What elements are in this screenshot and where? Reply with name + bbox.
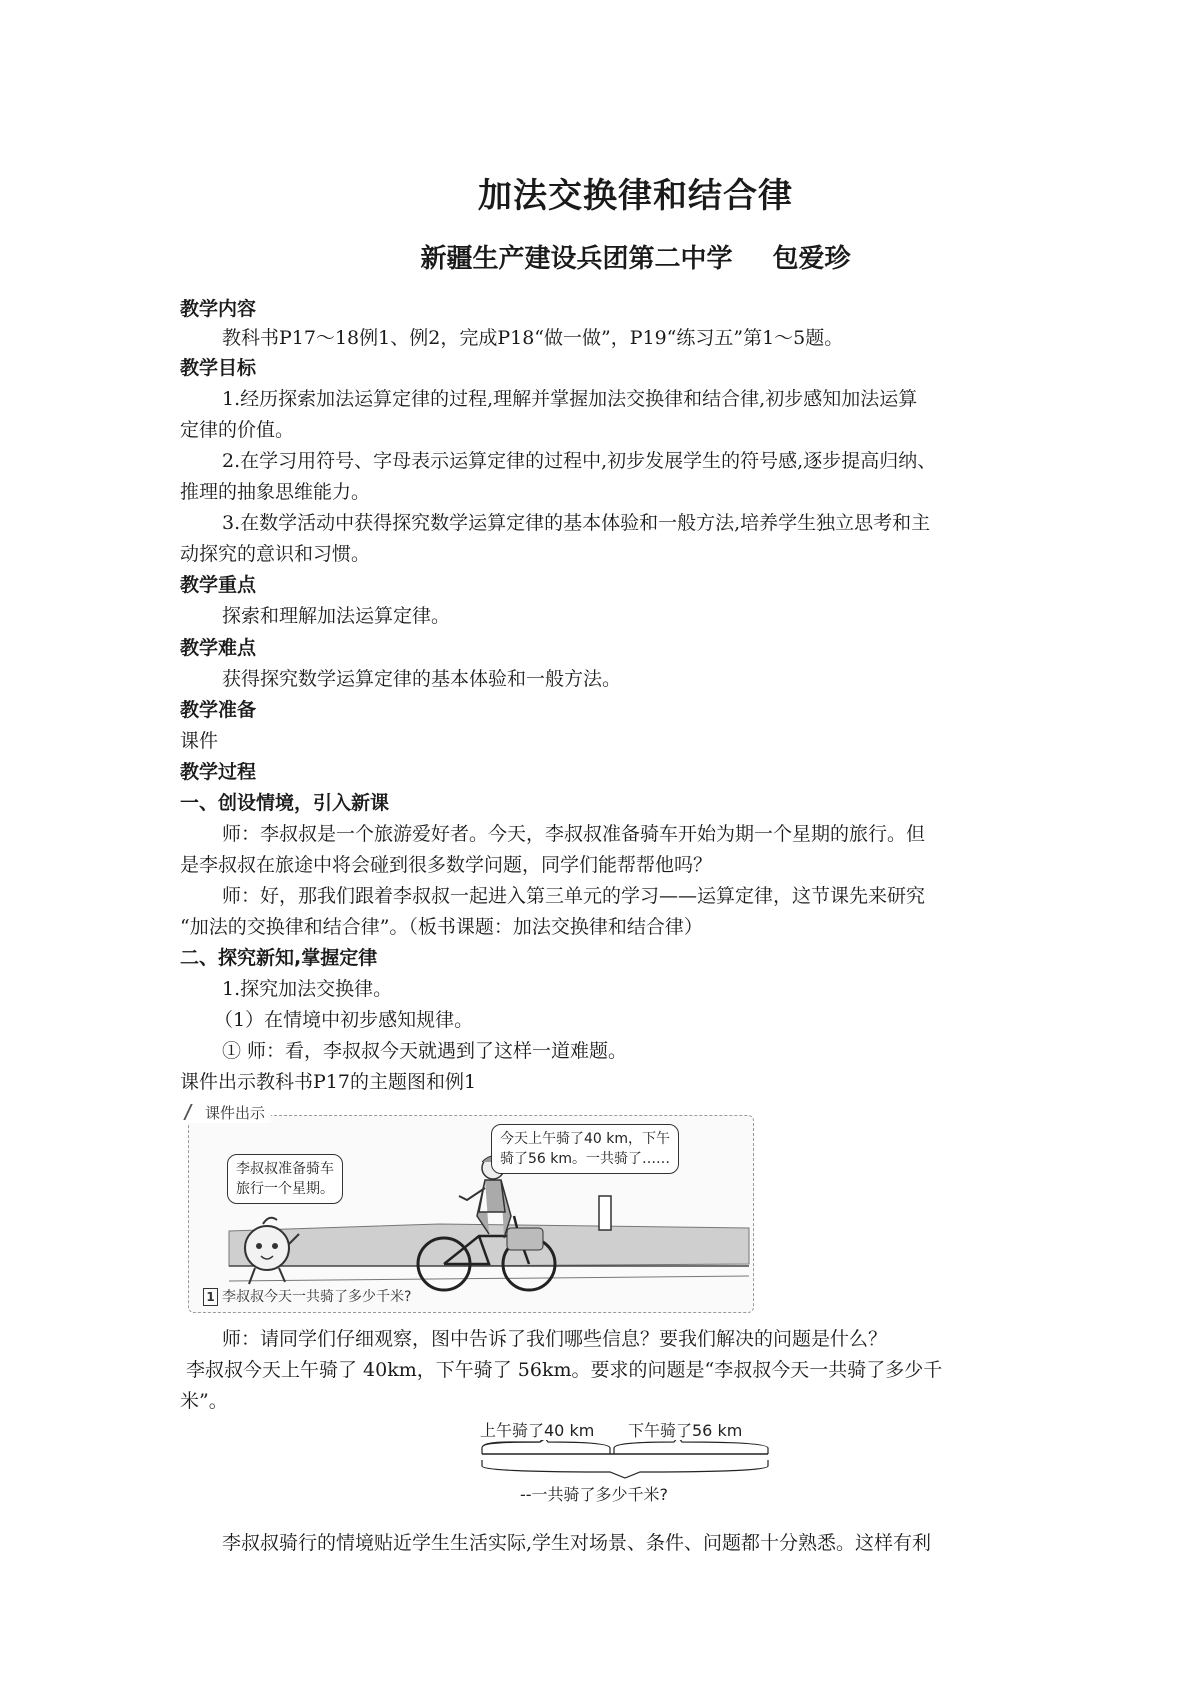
road-post	[599, 1196, 611, 1230]
closing-text: 李叔叔骑行的情境贴近学生生活实际,学生对场景、条件、问题都十分熟悉。这样有利	[222, 1532, 932, 1554]
key-text: 探索和理解加法运算定律。	[222, 605, 451, 627]
heading-part1: 一、创设情境，引入新课	[180, 792, 390, 814]
segment-morning-label: 上午骑了40 km	[480, 1421, 595, 1440]
courseware-tab: 课件出示	[185, 1102, 271, 1123]
goal2-line1: 2.在学习用符号、字母表示运算定律的过程中,初步发展学生的符号感,逐步提高归纳、	[222, 450, 937, 472]
content-text: 教科书P17～18例1、例2，完成P18“做一做”，P19“练习五”第1～5题。	[222, 327, 844, 349]
mascot-body	[245, 1226, 289, 1270]
step1-1-a: ① 师：看，李叔叔今天就遇到了这样一道难题。	[222, 1040, 628, 1062]
mascot-eye-left	[256, 1243, 262, 1249]
heading-prep: 教学准备	[180, 699, 257, 721]
bike-bag	[507, 1228, 543, 1250]
heading-key: 教学重点	[180, 574, 257, 596]
courseware-note: 课件出示教科书P17的主题图和例1	[180, 1071, 477, 1093]
ground-line	[229, 1276, 749, 1281]
prep-text: 课件	[180, 730, 219, 752]
para2-line2: “加法的交换律和结合律”。（板书课题：加法交换律和结合律）	[180, 916, 703, 938]
segment-diagram	[480, 1418, 770, 1518]
heading-goals: 教学目标	[180, 357, 257, 379]
segment-total-label: --一共骑了多少千米?	[520, 1485, 669, 1504]
example-question	[203, 1286, 411, 1306]
speech-bubble-right: 今天上午骑了40 km，下午 骑了56 km。一共骑了……	[491, 1124, 679, 1174]
page-title: 加法交换律和结合律	[478, 176, 793, 216]
heading-content: 教学内容	[180, 298, 257, 320]
brace-total	[482, 1460, 768, 1478]
speech-bubble-left: 李叔叔准备骑车 旅行一个星期。	[227, 1154, 343, 1204]
goal3-line1: 3.在数学活动中获得探究数学运算定律的基本体验和一般方法,培养学生独立思考和主	[222, 512, 931, 534]
step1-1: （1）在情境中初步感知规律。	[214, 1009, 474, 1031]
answer-line1: 李叔叔今天上午骑了 40km，下午骑了 56km。要求的问题是“李叔叔今天一共骑了多少千	[186, 1359, 943, 1381]
para1-line1: 师：李叔叔是一个旅游爱好者。今天，李叔叔准备骑车开始为期一个星期的旅行。但	[222, 823, 926, 845]
theme-illustration	[188, 1104, 754, 1313]
question-text: 李叔叔今天一共骑了多少千米?	[222, 1289, 412, 1305]
question-number: 1	[203, 1288, 218, 1306]
para1-line2: 是李叔叔在旅途中将会碰到很多数学问题，同学们能帮帮他吗？	[180, 854, 713, 876]
author-line	[0, 238, 1191, 275]
goal1-line1: 1.经历探索加法运算定律的过程,理解并掌握加法交换律和结合律,初步感知加法运算	[222, 388, 918, 410]
step1: 1.探究加法交换律。	[222, 978, 393, 1000]
heading-process: 教学过程	[180, 761, 257, 783]
question-prompt: 师：请同学们仔细观察，图中告诉了我们哪些信息？要我们解决的问题是什么？	[222, 1328, 888, 1350]
author-name: 包爱珍	[772, 244, 851, 274]
mascot-leaf	[263, 1218, 277, 1224]
brace-afternoon	[614, 1440, 768, 1454]
goal1-line2: 定律的价值。	[180, 419, 295, 441]
heading-difficulty: 教学难点	[180, 637, 257, 659]
goal3-line2: 动探究的意识和习惯。	[180, 543, 371, 565]
answer-line2: 米”。	[180, 1390, 228, 1412]
para2-line1: 师：好，那我们跟着李叔叔一起进入第三单元的学习——运算定律，这节课先来研究	[222, 885, 926, 907]
segment-afternoon-label: 下午骑了56 km	[628, 1421, 743, 1440]
difficulty-text: 获得探究数学运算定律的基本体验和一般方法。	[222, 668, 622, 690]
heading-part2: 二、探究新知,掌握定律	[180, 947, 378, 969]
goal2-line2: 推理的抽象思维能力。	[180, 481, 371, 503]
road-wall	[229, 1224, 749, 1266]
mascot-eye-right	[272, 1243, 278, 1249]
school-name: 新疆生产建设兵团第二中学	[420, 244, 733, 274]
